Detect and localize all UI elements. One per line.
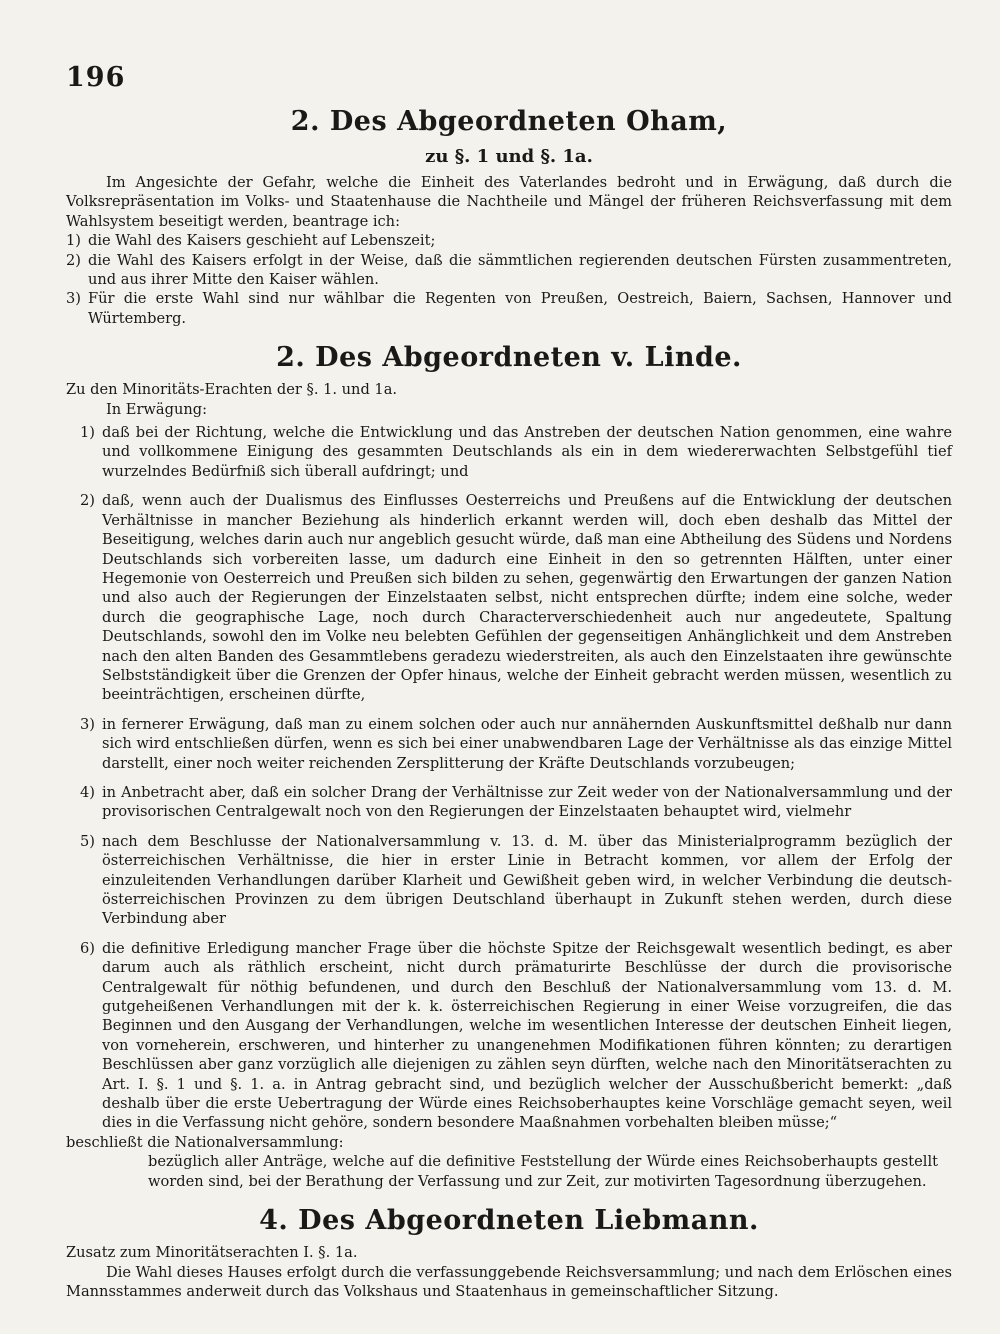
consideration-number: 1) xyxy=(80,424,95,442)
consideration-number: 6) xyxy=(80,939,95,957)
section-liebmann-heading: 4. Des Abgeordneten Liebmann. xyxy=(259,1205,759,1237)
section-linde-heading: 2. Des Abgeordneten v. Linde. xyxy=(276,342,742,374)
proposal-number: 2) xyxy=(66,251,81,269)
consideration-item xyxy=(66,832,952,929)
consideration-item xyxy=(66,783,952,822)
proposal-text: die Wahl des Kaisers erfolgt in der Weise, daß die sämmtlichen regierenden deutschen Fürsten zusammentreten, und aus ihrer Mitte den Kaiser wählen. xyxy=(88,251,952,289)
consideration-number: 2) xyxy=(80,492,95,510)
consideration-item xyxy=(66,715,952,773)
section-oham-subheading: zu §. 1 und §. 1a. xyxy=(425,146,593,167)
consideration-number: 4) xyxy=(80,783,95,801)
consideration-item xyxy=(66,423,952,481)
section-liebmann-intro: Zusatz zum Minoritätserachten I. §. 1a. xyxy=(66,1244,358,1262)
proposal-item xyxy=(66,289,952,328)
consideration-text: die definitive Erledigung mancher Frage über die höchste Spitze der Reichsgewalt wesentlich bedingt, es aber darum auch als räthlich erscheint, nicht durch prämaturirte Beschlüsse der durch die provisorische Centralgewalt für nöthig befundenen, und durch den Beschluß der Nationalversammlung vom 13. d. M. gutgeheißenen Verhandlungen mit der k. k. österreichischen Regierung in einer Weise vorzugreifen, die das Beginnen und den Ausgang der Verhandlungen, welche im wesentlichen Interesse der deutschen Einheit liegen, von vorneherein, erschweren, und hinterher zu unangenehmen Modifikationen führen könnten; zu derartigen Beschlüssen aber ganz vorzüglich alle diejenigen zu zählen seyn dürften, welche nach den Minoritätserachten zu Art. I. §. 1 und §. 1. a. in Antrag gebracht sind, und bezüglich welcher der Ausschußbericht bemerkt: „daß deshalb über die erste Uebertragung der Würde eines Reichsoberhauptes keine Vorschläge gemacht seyen, weil dies in die Verfassung nicht gehöre, sondern besondere Maaßnahmen vorbehalten bleiben müsse;“ xyxy=(102,939,952,1132)
page-number: 196 xyxy=(66,62,126,93)
proposal-number: 3) xyxy=(66,290,81,308)
consideration-text: nach dem Beschlusse der Nationalversammlung v. 13. d. M. über das Ministerialprogramm bezüglich der österreichischen Verhältnisse, die hier in erster Linie in Betracht kommen, vor allem der Erfolg der einzuleitenden Verhandlungen darüber Klarheit und Gewißheit geben wird, in welcher Verbindung die deutsch-österreichischen Provinzen zu dem übrigen Deutschland überhaupt in Zukunft stehen werden, durch diese Verbindung aber xyxy=(102,832,952,928)
proposal-item xyxy=(66,251,952,290)
consideration-number: 3) xyxy=(80,715,95,733)
section-linde-lead: In Erwägung: xyxy=(106,400,208,418)
section-linde-intro: Zu den Minoritäts-Erachten der §. 1. und 1a. xyxy=(66,381,398,399)
consideration-text: in fernerer Erwägung, daß man zu einem solchen oder auch nur annähernden Auskunftsmittel deßhalb nur dann sich wird entschließen dürfen, wenn es sich bei einer unabwendbaren Lage der Verhältnisse als das einzige Mittel darstellt, einer noch weiter reichenden Zersplitterung der Kräfte Deutschlands vorzubeugen; xyxy=(102,715,952,772)
section-liebmann-text: Die Wahl dieses Hauses erfolgt durch die verfassunggebende Reichsversammlung; und nach dem Erlöschen eines Mannsstammes anderweit durch das Volkshaus und Staatenhaus in gemeinschaftlicher Sitzung. xyxy=(66,1263,952,1300)
consideration-item xyxy=(66,939,952,1133)
section-oham-heading: 2. Des Abgeordneten Oham, xyxy=(290,106,728,137)
consideration-number: 5) xyxy=(80,832,95,850)
consideration-text: daß, wenn auch der Dualismus des Einflusses Oesterreichs und Preußens auf die Entwicklung der deutschen Verhältnisse in mancher Beziehung als hinderlich erkannt werden will, doch eben deshalb das Mittel der Beseitigung, welches darin auch nur angeblich gesucht würde, daß man eine Abtheilung des Südens und Nordens Deutschlands sich vorbereiten lasse, um dadurch eine Einheit in den so getrennten Hälften, unter einer Hegemonie von Oesterreich und Preußen sich bilden zu sehen, gegenwärtig den Erwartungen der ganzen Nation und also auch der Regierungen der Einzelstaaten selbst, nicht entsprechen dürfte; indem eine solche, weder durch die geographische Lage, noch durch Characterverschiedenheit auch nur angedeutete, Spaltung Deutschlands, sowohl den im Volke neu belebten Gefühlen der gegenseitigen Anhänglichkeit und dem Anstreben nach den alten Banden des Gesammtlebens geradezu wiederstreiten, als auch den Einzelstaaten ihre gewünschte Selbstständigkeit über die Grenzen der Opfer hinaus, welche der Einheit gebracht werden müssen, wesentlich zu beeinträchtigen, erscheinen dürfte, xyxy=(102,492,952,704)
resolution-text: bezüglich aller Anträge, welche auf die definitive Feststellung der Würde eines Reichsoberhaupts gestellt worden sind, bei der Berathung der Verfassung und zur Zeit, zur motivirten Tagesordnung überzugehen. xyxy=(148,1153,938,1190)
consideration-text: in Anbetracht aber, daß ein solcher Drang der Verhältnisse zur Zeit weder von der Nationalversammlung und der provisorischen Centralgewalt noch von den Regierungen der Einzelstaaten behauptet wird, vielmehr xyxy=(102,783,952,821)
section-oham-intro: Im Angesichte der Gefahr, welche die Einheit des Vaterlandes bedroht und in Erwägung, daß durch die Volksrepräsentation im Volks- und Staatenhause die Nachtheile und Mängel der früheren Reichsverfassung mit dem Wahlsystem beseitigt werden, beantrage ich: xyxy=(66,174,952,230)
consideration-text: daß bei der Richtung, welche die Entwicklung und das Anstreben der deutschen Nation genommen, eine wahre und vollkommene Einigung des gesammten Deutschlands als ein in dem wiedererwachten Selbstgefühl tief wurzelndes Bedürfniß sich überall aufdringt; und xyxy=(102,424,952,480)
consideration-item xyxy=(66,491,952,704)
proposal-text: die Wahl des Kaisers geschieht auf Lebenszeit; xyxy=(88,232,436,250)
proposal-text: Für die erste Wahl sind nur wählbar die Regenten von Preußen, Oestreich, Baiern, Sachsen, Hannover und Würtemberg. xyxy=(88,290,952,327)
section-linde-considerations xyxy=(66,423,952,1133)
section-oham-proposals xyxy=(66,231,952,328)
resolution-lead: beschließt die Nationalversammlung: xyxy=(66,1133,344,1151)
proposal-item xyxy=(66,231,952,250)
proposal-number: 1) xyxy=(66,232,81,250)
